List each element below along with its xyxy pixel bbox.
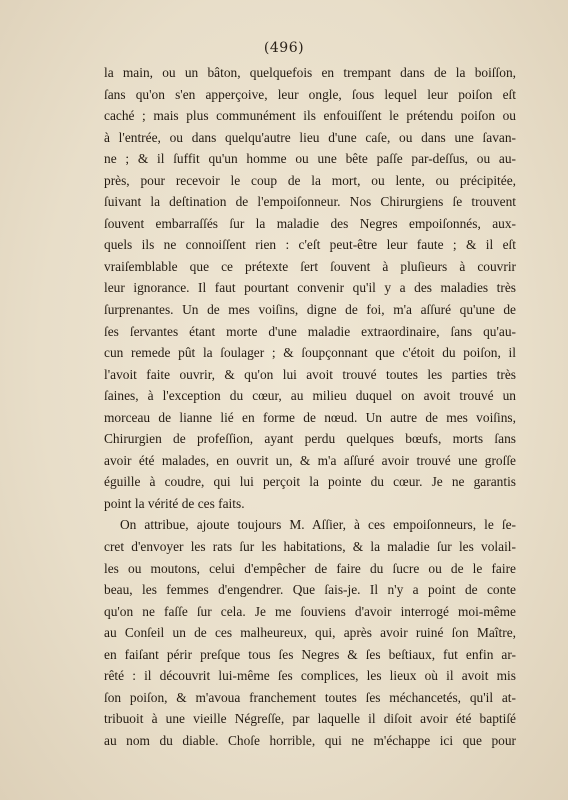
text-line: beau, les femmes d'engendrer. Que ſais-je. Il n'y a point de conte — [104, 582, 516, 598]
page-number: (496) — [263, 40, 305, 56]
text-line: éguille à coudre, qui lui perçoit la pointe du cœur. Je ne garantis — [104, 474, 516, 490]
text-line: point la vérité de ces faits. — [104, 495, 245, 511]
text-line: tribuoit à une vieille Négreſſe, par laquelle il diſoit avoir été baptiſé — [104, 711, 516, 727]
text-line: ſouvent embarraſſés ſur la maladie des Negres empoiſonnés, aux- — [104, 215, 516, 231]
text-line: cret d'envoyer les rats ſur les habitations, & la maladie ſur les volail- — [104, 539, 516, 555]
text-line: les ou moutons, celui d'empêcher de faire du ſucre ou de le faire — [104, 560, 516, 576]
text-line: ſes ſervantes étant morte d'une maladie extraordinaire, ſans qu'au- — [104, 323, 516, 339]
text-line: la main, ou un bâton, quelquefois en trempant dans de la boiſſon, — [104, 65, 516, 80]
text-line: Chirurgien de profeſſion, ayant perdu quelques bœufs, morts ſans — [104, 431, 516, 447]
text-line: au nom du diable. Choſe horrible, qui ne m'échappe ici que pour — [104, 732, 516, 748]
text-line: ſon poiſon, & m'avoua franchement toutes ſes méchancetés, qu'il at- — [104, 689, 516, 705]
text-line: ſurprenantes. Un de mes voiſins, digne de foi, m'a aſſuré qu'une de — [104, 302, 516, 318]
text-line: rêté : il découvrit lui-même ſes complices, les lieux où il avoit mis — [104, 668, 516, 684]
text-line: quels ils ne connoiſſent rien : c'eſt peut-être leur faute ; & il eſt — [104, 237, 516, 253]
text-line: vraiſemblable que ce prétexte ſert ſouvent à pluſieurs à couvrir — [104, 258, 516, 274]
text-line: qu'on ne faſſe ſur cela. Je me ſouviens d'avoir interrogé moi-même — [104, 603, 516, 619]
text-line: caché ; mais plus communément ils enfouiſſent le prétendu poiſon ou — [104, 108, 516, 124]
text-line: ſuivant la deſtination de l'empoiſonneur. Nos Chirurgiens ſe trouvent — [104, 194, 516, 210]
text-line: près, pour recevoir le coup de la mort, ou lente, ou précipitée, — [104, 172, 516, 188]
text-line: en faiſant périr preſque tous ſes Negres & ſes beſtiaux, fut enfin ar- — [104, 646, 516, 662]
body-text — [104, 62, 516, 752]
text-line: cun remede pût la ſoulager ; & ſoupçonnant que c'étoit du poiſon, il — [104, 345, 516, 361]
text-line: On attribue, ajoute toujours M. Aſſier, à ces empoiſonneurs, le ſe- — [120, 517, 516, 533]
text-line: avoir été malades, en ouvrit un, & m'a aſſuré avoir trouvé une groſſe — [104, 452, 516, 468]
text-line: morceau de lianne lié en forme de nœud. Un autre de mes voiſins, — [104, 409, 516, 425]
text-line: l'avoit faite ouvrir, & qu'on lui avoit trouvé toutes les parties très — [104, 366, 516, 382]
text-line: ſaines, à l'exception du cœur, au milieu duquel on avoit trouvé un — [104, 388, 516, 404]
text-line: à l'entrée, ou dans quelqu'autre lieu d'une caſe, ou dans une ſavan- — [104, 129, 516, 145]
text-line: leur ignorance. Il faut pourtant convenir qu'il y a des maladies très — [104, 280, 516, 296]
text-line: ſans qu'on s'en apperçoive, leur ongle, ſous lequel leur poiſon eſt — [104, 86, 516, 102]
text-line: au Conſeil un de ces malheureux, qui, après avoir ruiné ſon Maître, — [104, 625, 516, 641]
text-line: ne ; & il ſuffit qu'un homme ou une bête paſſe par-deſſus, ou au- — [104, 151, 516, 167]
